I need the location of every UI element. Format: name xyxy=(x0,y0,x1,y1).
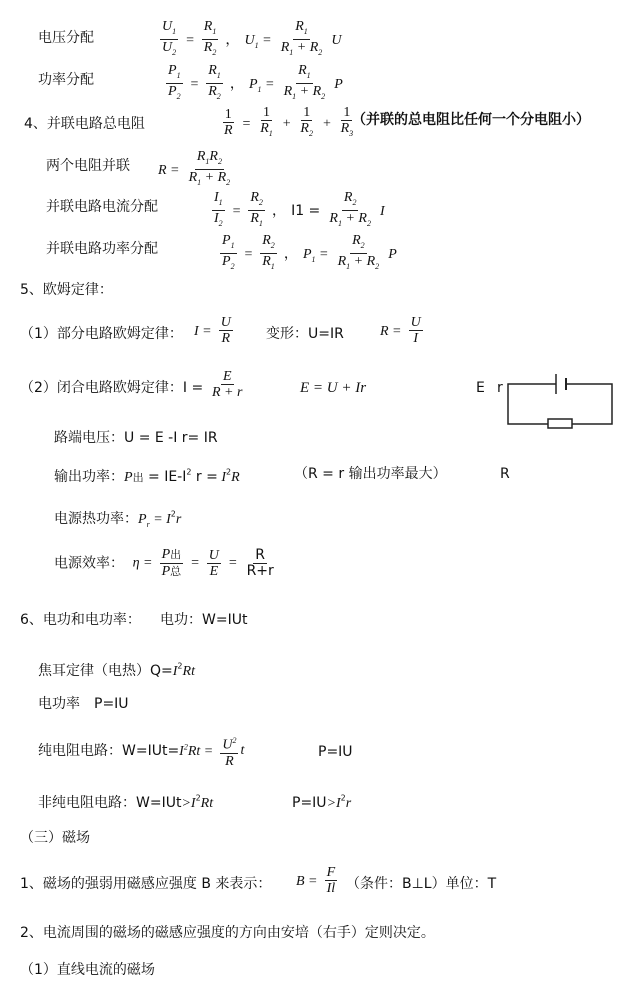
power-division-label: 功率分配 xyxy=(38,72,94,88)
ohm-closed-formula: $\frac{E}{R + r}$ xyxy=(212,369,243,400)
circuit-diagram xyxy=(500,370,620,430)
section-5-heading: 5、欧姆定律： xyxy=(20,282,113,298)
electric-power: 电功率 P=IU xyxy=(38,696,129,712)
output-power-row: 输出功率：P出 = $IE-I^2$ $r = I^2R$ xyxy=(54,467,240,485)
circuit-label-e: E xyxy=(476,380,485,396)
mag-1-condition: （条件：B⊥L）单位：T xyxy=(346,876,497,892)
ohm-transform: 变形：U=IR xyxy=(266,326,344,342)
voltage-division-formula: $\frac{U_1}{U_2}$ = $\frac{R_1}{R_2}$ ， $U_1$ = $\frac{R_1}{R_1 + R_2}$ U xyxy=(162,19,342,57)
circuit-label-r: r xyxy=(497,380,503,396)
section-magnetic-heading: （三）磁场 xyxy=(20,830,90,846)
ohm-closed-label: （2）闭合电路欧姆定律：I = xyxy=(20,380,204,396)
parallel-current-formula: $\frac{I_1}{I_2}$ = $\frac{R_2}{R_1}$ ， I1 = $\frac{R_2}{R_1 + R_2}$ I xyxy=(214,190,385,228)
circuit-label-R: R xyxy=(500,466,510,482)
joule-law-row: 焦耳定律（电热）$Q=I^2Rt$ xyxy=(38,661,195,679)
electric-work: 电功：W=IUt xyxy=(160,612,248,628)
section-4-heading: 4、并联电路总电阻 xyxy=(24,116,145,132)
emf-equation: E = U + Ir xyxy=(300,380,367,396)
ohm-partial-formula: I = $\frac{U}{R}$ xyxy=(194,315,231,346)
parallel-power-label: 并联电路功率分配 xyxy=(46,241,158,257)
ohm-partial-label: （1）部分电路欧姆定律： xyxy=(20,326,183,342)
mag-b-formula: B = $\frac{F}{Il}$ xyxy=(296,865,336,896)
heat-power-row: 电源热功率：$P_r = I^2r$ xyxy=(54,509,182,529)
parallel-current-label: 并联电路电流分配 xyxy=(46,199,158,215)
voltage-division-label: 电压分配 xyxy=(38,30,94,46)
nonpure-p-row: $P=IU>I^2r$ xyxy=(292,793,352,811)
power-division-formula: $\frac{P_1}{P_2}$ = $\frac{R_1}{R_2}$ ， $P_1$ = $\frac{R_1}{R_1 + R_2}$ P xyxy=(168,63,343,101)
mag-2-text: 2、电流周围的磁场的磁感应强度的方向由安培（右手）定则决定。 xyxy=(20,925,435,941)
nonpure-row: 非纯电阻电路：$W=IUt>I^2Rt$ xyxy=(38,793,214,811)
pure-p-iu: P=IU xyxy=(318,744,353,760)
two-parallel-formula: R = $\frac{R_1R_2}{R_1 + R_2}$ xyxy=(158,149,231,187)
ohm-r-formula: R = $\frac{U}{I}$ xyxy=(380,315,421,346)
efficiency-row: 电源效率： η = $\frac{\text{P出}}{\text{P总}}$ = $\frac{U}{E}$ = $\frac{R}{R+r}$ xyxy=(54,547,274,579)
output-power-note: （R = r 输出功率最大） xyxy=(294,466,447,482)
mag-1-label: 1、磁场的强弱用磁感应强度 B 来表示： xyxy=(20,876,272,892)
section-6-heading: 6、电功和电功率： xyxy=(20,612,141,628)
parallel-power-formula: $\frac{P_1}{P_2}$ = $\frac{R_2}{R_1}$ ， $P_1$ = $\frac{R_2}{R_1 + R_2}$ P xyxy=(222,233,397,271)
two-parallel-label: 两个电阻并联 xyxy=(46,158,130,174)
parallel-note: （并联的总电阻比任何一个分电阻小） xyxy=(352,112,590,128)
mag-3-text: （1）直线电流的磁场 xyxy=(20,962,155,978)
terminal-voltage: 路端电压：U = E -I r= IR xyxy=(54,430,218,446)
pure-resistance-row: 纯电阻电路：$W=IUt=I^2Rt$ = $\frac{U^2}{R}$ t xyxy=(38,736,245,769)
parallel-total-resistance-formula: $\frac{1}{R}$ = $\frac{1}{R_1}$ + $\frac{1}{R_2}$ + $\frac{1}{R_3}$ xyxy=(224,105,354,139)
